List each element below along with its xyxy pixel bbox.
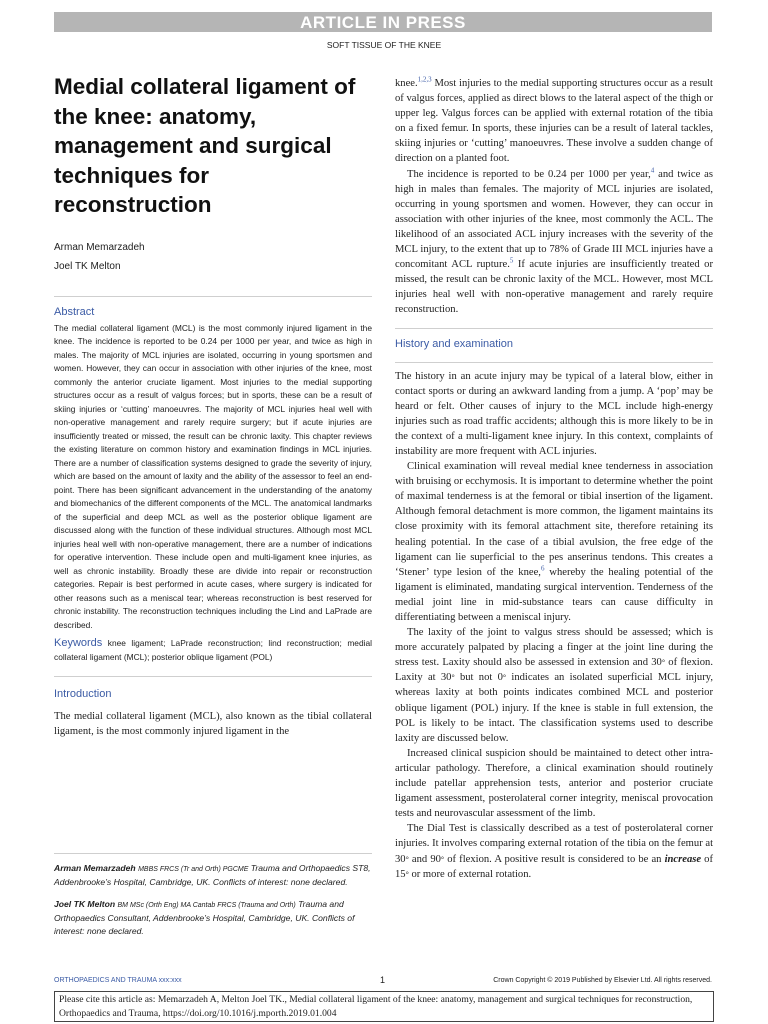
paragraph: Increased clinical suspicion should be maintained to detect other intra-articular pathology. Therefore, a clinical examination should routinely include patellar apprehension tests, anterior and posterior cruciate ligament assessment, posterolateral corner integrity, meniscal provocation tests and neurovascular assessment of the limb. [395, 747, 713, 820]
author-name: Arman Memarzadeh [54, 241, 145, 253]
author-name: Joel TK Melton [54, 260, 121, 272]
history-heading: History and examination [395, 337, 514, 350]
article-title: Medial collateral ligament of the knee: anatomy, management and surgical techniques for reconstruction [54, 74, 356, 217]
reference-link[interactable]: 1,2,3 [417, 75, 432, 84]
divider [395, 362, 713, 363]
section-header: SOFT TISSUE OF THE KNEE [326, 40, 442, 50]
page-number: 1 [380, 975, 386, 985]
paragraph: Clinical examination will reveal medial knee tenderness in association with bruising or ecchymosis. It is important to determine whether the point of maximal tenderness is at the femoral or tibial insertion of the ligament. Although femoral detachment is more common, the ligament maintains its close proximity with its femoral attachment site, therefore retaining its healing potential. In the case of a tibial avulsion, the free edge of the ligament can lie superficial to the pes anserinus tendons. This creates a ‘Stener’ type lesion of the knee,$^6$ whereby the healing potential of the ligament is eliminated, mandating surgical intervention. Tenderness of the medial joint line in mid-substance tears can cause difficulty in differentiating between a meniscal injury. [395, 461, 713, 623]
footnote-name: Joel TK Melton [54, 899, 116, 909]
paragraph: The Dial Test is classically described as a test of posterolateral corner injuries. It involves comparing external rotation of the tibia on the femur at 30° and 90° of flexion. A positive result is considered to be an increase of 15° or more of external rotation. [395, 823, 714, 880]
introduction-heading: Introduction [54, 688, 112, 700]
reference-link[interactable]: 4 [650, 166, 655, 175]
author-list [54, 238, 372, 276]
introduction-text: The medial collateral ligament (MCL), also known as the tibial collateral ligament, is the most commonly injured ligament in the [54, 711, 372, 738]
divider [395, 328, 713, 329]
footnote [54, 898, 372, 938]
reference-link[interactable]: 5 [509, 256, 514, 265]
abstract-text: The medial collateral ligament (MCL) is the most commonly injured ligament in the knee. The incidence is reported to be 0.24 per 1000 per year, and twice as high in males. The majority of MCL injuries are isolated, occurring in young sportsmen and women. However, they can occur in association with other injuries of the knee, most commonly the anterior cruciate ligament. Most injuries to the medial supporting structures occur as a result of valgus forces; but in sports, these can be a result of skiing injuries or ‘cutting’ manoeuvres. The majority of MCL injuries heal well with non-operative management and rarely require surgery; but if acute injuries are insufficiently treated or missed, the result can be chronic laxity. This chapter reviews the existing literature on common history and examination findings in MCL injuries. There are a number of classification systems designed to grade the severity of injury, which are based on the amount of laxity and the ability of the assessor to feel an end-point. There has been significant advancement in the understanding of the anatomy and biomechanics of the different components of the MCL. The anatomical landmarks of the superficial and deep MCL as well as the posterior oblique ligament are discussed along with the function of these individual structures. Although most MCL injuries heal well with non-operative management, there are a number of indications for operative intervention. These include open and multi-ligament knee injuries, as well as chronic instability. Broadly these are divide into repair or reconstruction categories. Repair is best performed in acute cases, where surgery is indicated for other reasons such as a meniscal tear; whereas reconstruction is best reserved for chronic instability. The reconstruction techniques including the Lind and LaPrade are described. [54, 322, 372, 630]
footnote-name: Arman Memarzadeh [54, 863, 136, 873]
footnote [54, 862, 372, 889]
paragraph: The laxity of the joint to valgus stress should be assessed; which is more accurately palpated by placing a finger at the joint line during the stress test. Laxity should also be assessed in extension and 30° of flexion. Laxity at 30° but not 0° indicates an isolated superficial MCL injury, whereas laxity at both points indicates combined MCL and posterior oblique ligament (POL) injury. If the knee is stable in full extension, the POL is likely to be intact. The classification systems used to describe laxity are discussed below. [395, 627, 713, 744]
divider [54, 296, 372, 297]
footnote-qualifications: BM MSc (Orth Eng) MA Cantab FRCS (Trauma and Orth) [117, 902, 296, 909]
right-column [395, 76, 713, 882]
keywords-text: knee ligament; LaPrade reconstruction; lind reconstruction; medial collateral ligament (MCL); posterior oblique ligament (POL) [54, 638, 372, 662]
copyright: Crown Copyright © 2019 Published by Elsevier Ltd. All rights reserved. [493, 977, 712, 984]
paragraph: knee.$^{1,2,3}$ Most injuries to the medial supporting structures occur as a result of valgus forces, applied as direct blows to the lateral aspect of the thigh or upper leg. Valgus forces can be applied with external rotation of the tibia on a fixed femur. In sports, these injuries can be a result of lateral tackles, skiing injuries or ‘cutting’ manoeuvres. These involve a sudden change of direction on a planted foot. [395, 75, 714, 165]
left-column [54, 72, 372, 739]
emphasis: increase [664, 853, 702, 865]
footnote-qualifications: MBBS FRCS (Tr and Orth) PGCME [138, 866, 249, 873]
divider [54, 676, 372, 677]
abstract-heading: Abstract [54, 305, 95, 318]
keywords [54, 637, 372, 664]
paragraph: The incidence is reported to be 0.24 per 1000 per year,$^4$ and twice as high in males than females. The majority of MCL injuries are isolated, occurring in young sportsmen and women. However, they can occur in association with other injuries of the knee, most commonly the ACL. The likelihood of an associated ACL injury increases with the severity of the MCL injury, to the extent that up to 78% of Grade III MCL injuries have a concomitant ACL rupture.$^5$ If acute injuries are insufficiently treated or missed, the result can be chronic laxity of the MCL. However, most MCL injuries heal well with non-operative management and rarely require reconstruction. [395, 166, 713, 316]
footnote-text: Trauma and Orthopaedics Consultant, Addenbrooke’s Hospital, Cambridge, UK. Conflicts of interest: none declared. [54, 899, 355, 936]
keywords-heading: Keywords [54, 637, 103, 649]
article-in-press-banner: ARTICLE IN PRESS [54, 12, 712, 32]
journal-name: ORTHOPAEDICS AND TRAUMA xxx:xxx [54, 977, 182, 984]
reference-link[interactable]: 6 [540, 564, 545, 573]
author-footnotes [54, 853, 372, 947]
paragraph: The history in an acute injury may be typical of a lateral blow, either in contact sports or during an awkward landing from a jump. A ‘pop’ may be heard or felt. Other causes of injury to the MCL include high-energy injuries such as road traffic accidents; although this is more likely to be in the context of a multi-ligament knee injury. In this context, complaints of instability are more frequent with ACL injuries. [395, 370, 713, 457]
footnote-text: Trauma and Orthopaedics ST8, Addenbrooke’s Hospital, Cambridge, UK. Conflicts of interest: none declared. [54, 863, 371, 887]
citation-box: Please cite this article as: Memarzadeh A, Melton Joel TK., Medial collateral ligament of the knee: anatomy, management and surgical techniques for reconstruction, Orthopaedics and Trauma, https://doi.org/10.1016/j.mporth.2019.01.004 [54, 991, 714, 1022]
